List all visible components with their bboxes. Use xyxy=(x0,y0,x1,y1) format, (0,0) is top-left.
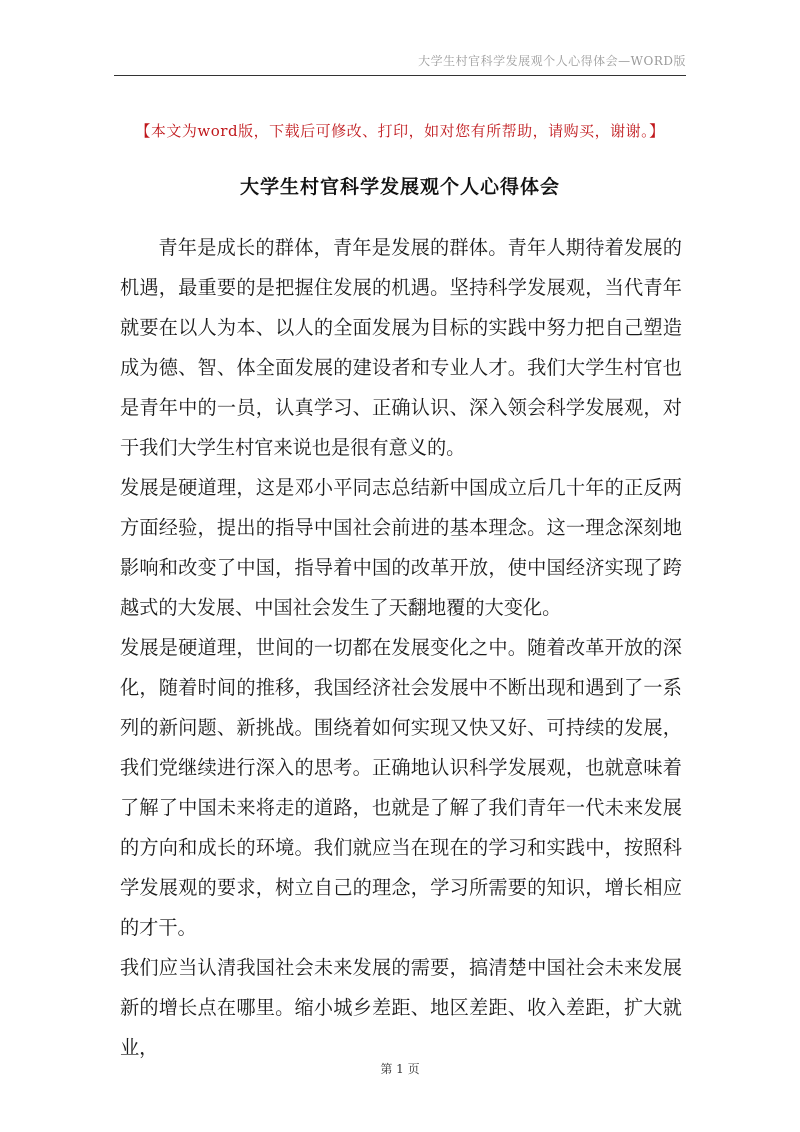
header-rule xyxy=(114,75,686,76)
paragraph-4: 我们应当认清我国社会未来发展的需要，搞清楚中国社会未来发展新的增长点在哪里。缩小城乡差距、地区差距、收入差距，扩大就业， xyxy=(120,956,682,1059)
paragraph-2: 发展是硬道理，这是邓小平同志总结新中国成立后几十年的正反两方面经验，提出的指导中国社会前进的基本理念。这一理念深刻地影响和改变了中国，指导着中国的改革开放，使中国经济实现了跨越式的大发展、中国社会发生了天翻地覆的大变化。 xyxy=(120,476,682,619)
paragraph-1: 青年是成长的群体，青年是发展的群体。青年人期待着发展的机遇，最重要的是把握住发展的机遇。坚持科学发展观，当代青年就要在以人为本、以人的全面发展为目标的实践中努力把自己塑造成为德、智、体全面发展的建设者和专业人才。我们大学生村官也是青年中的一员，认真学习、正确认识、深入领会科学发展观，对于我们大学生村官来说也是很有意义的。 xyxy=(120,236,682,459)
document-body xyxy=(120,228,682,1068)
document-title: 大学生村官科学发展观个人心得体会 xyxy=(239,176,560,198)
purchase-notice: 【本文为word版，下载后可修改、打印，如对您有所帮助，请购买，谢谢。】 xyxy=(135,122,665,140)
running-header: 大学生村官科学发展观个人心得体会—WORD版 xyxy=(418,54,686,68)
paragraph-3: 发展是硬道理，世间的一切都在发展变化之中。随着改革开放的深化，随着时间的推移，我国经济社会发展中不断出现和遇到了一系列的新问题、新挑战。围绕着如何实现又快又好、可持续的发展，我们党继续进行深入的思考。正确地认识科学发展观，也就意味着了解了中国未来将走的道路，也就是了解了我们青年一代未来发展的方向和成长的环境。我们就应当在现在的学习和实践中，按照科学发展观的要求，树立自己的理念，学习所需要的知识，增长相应的才干。 xyxy=(120,636,682,939)
page-number-footer: 第 1 页 xyxy=(380,1062,420,1076)
